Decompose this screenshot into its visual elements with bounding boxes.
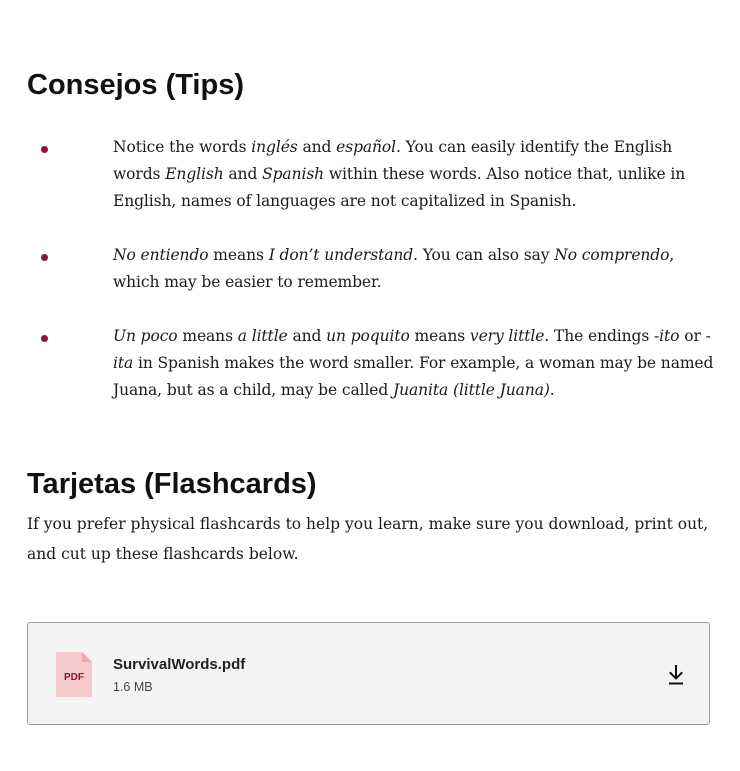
pdf-icon-label: PDF (64, 672, 84, 683)
tip-emphasis: a little (237, 327, 288, 345)
tip-emphasis: -ito (654, 327, 680, 345)
bullet-marker (41, 335, 48, 342)
tip-emphasis: English (165, 165, 224, 183)
tip-emphasis: español (336, 138, 397, 156)
bullet-marker (41, 146, 48, 153)
tip-emphasis: Spanish (262, 165, 325, 183)
flashcards-heading: Tarjetas (Flashcards) (27, 468, 317, 500)
tip-emphasis: un poquito (326, 327, 410, 345)
tip-run: and (287, 327, 327, 345)
tips-list (0, 134, 740, 431)
tip-run: in Spanish makes the word smaller. For example, a woman may be named Juana, but as a child, may be called (113, 354, 714, 399)
tip-item (0, 134, 740, 215)
tip-run: and (223, 165, 263, 183)
tip-emphasis: inglés (251, 138, 298, 156)
bullet-marker (41, 254, 48, 261)
tip-emphasis: Juanita (little Juana) (393, 381, 550, 399)
tip-emphasis: very little. (469, 327, 550, 345)
tip-item (0, 242, 740, 296)
tip-item (0, 323, 740, 404)
file-name: SurvivalWords.pdf (113, 656, 246, 673)
tip-text (113, 242, 716, 296)
file-attachment-card (27, 622, 710, 725)
tips-heading: Consejos (Tips) (27, 69, 244, 101)
download-icon[interactable] (666, 664, 686, 686)
tip-run: You can also say (417, 246, 555, 264)
tip-emphasis: -ita (113, 327, 711, 372)
tip-emphasis: No comprendo (554, 246, 670, 264)
flashcards-intro: If you prefer physical flashcards to help you learn, make sure you download, print out, and cut up these flashcards below. (27, 515, 709, 563)
tip-run: or (679, 327, 706, 345)
tip-emphasis: No entiendo (113, 246, 209, 264)
tip-run: means (177, 327, 238, 345)
tip-emphasis: Un poco (113, 327, 178, 345)
tip-run: . (549, 381, 555, 399)
file-size: 1.6 MB (113, 680, 153, 694)
tip-run: . You can easily identify the English words (113, 138, 673, 183)
tip-text (113, 323, 716, 404)
tip-run: within these words. Also notice that, unlike in English, names of languages are not capitalized in Spanish. (113, 165, 686, 210)
tip-text (113, 134, 716, 215)
tip-run: and (297, 138, 337, 156)
tip-run: The endings (549, 327, 655, 345)
pdf-file-icon (56, 652, 92, 697)
tip-run: , which may be easier to remember. (113, 246, 675, 291)
tip-run: means (208, 246, 269, 264)
tip-run: Notice the words (113, 138, 252, 156)
tip-run: means (409, 327, 470, 345)
tip-emphasis: I don’t understand. (268, 246, 418, 264)
